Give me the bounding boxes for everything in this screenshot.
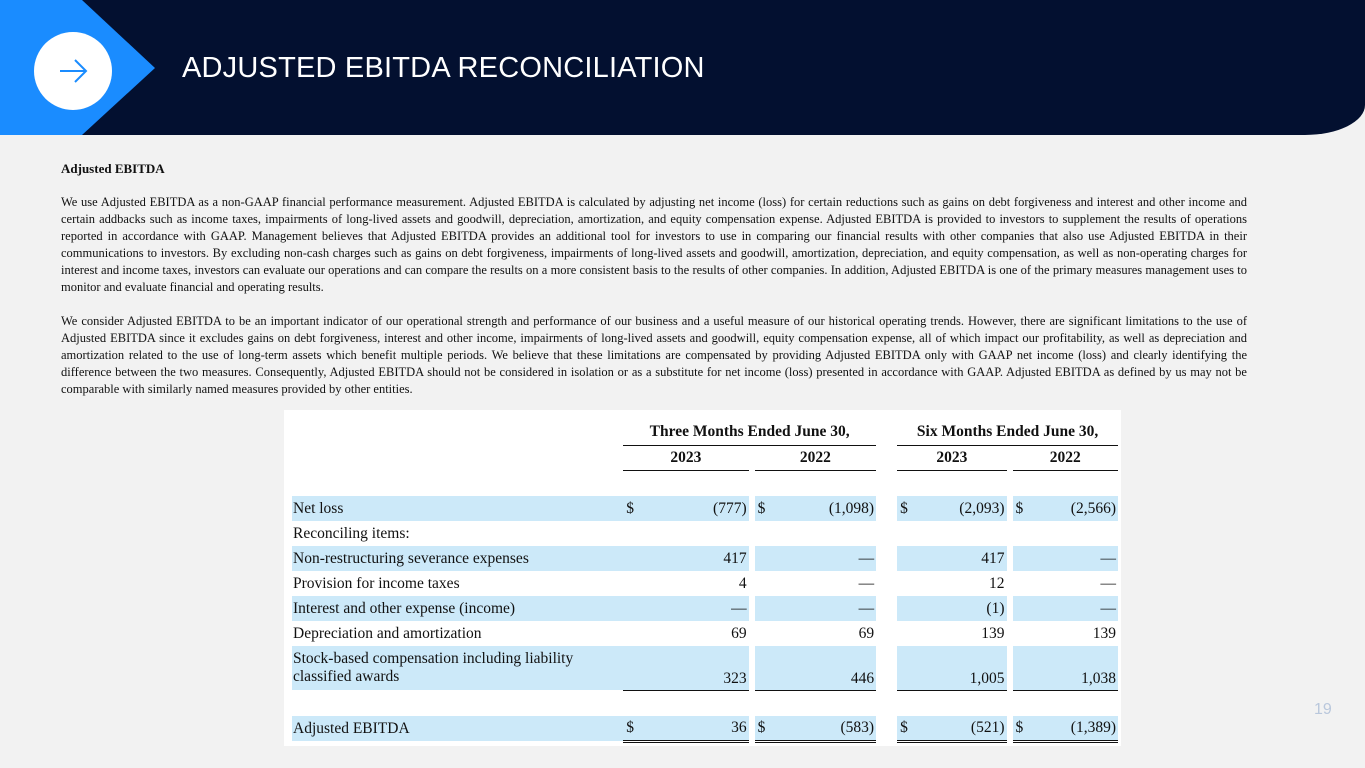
table-row-adjusted-ebitda: Adjusted EBITDA $ 36 $ (583) $ (521) $ (1,389) — [292, 716, 1118, 741]
section-heading: Adjusted EBITDA — [61, 161, 165, 176]
table-row-depreciation: Depreciation and amortization 69 69 139 139 — [293, 624, 1116, 642]
year-col-3: 2023 — [897, 445, 1006, 470]
page-title: ADJUSTED EBITDA RECONCILIATION — [182, 52, 705, 84]
table-row-taxes: Provision for income taxes 4 — 12 — — [293, 574, 1116, 592]
table-row-stock-comp: Stock-based compensation including liability classified awards 323 446 1,005 1,038 — [292, 646, 1118, 690]
year-col-4: 2022 — [1013, 445, 1118, 470]
group-six-months: Six Months Ended June 30, — [897, 420, 1118, 445]
reconciliation-table — [292, 420, 1118, 743]
table-row-severance: Non-restructuring severance expenses 417 — 417 — — [292, 546, 1118, 571]
page-number: 19 — [1314, 701, 1332, 718]
intro-text — [61, 160, 1247, 415]
arrow-right-icon — [55, 53, 91, 89]
table-row-net-loss: Net loss $ (777) $ (1,098) $ (2,093) $ (2,566) — [292, 496, 1118, 521]
header-banner — [0, 0, 1365, 135]
reconciliation-table-panel — [284, 410, 1121, 746]
paragraph-1: We use Adjusted EBITDA as a non-GAAP financial performance measurement. Adjusted EBITDA is calculated by adjusting net income (loss) for certain reductions such as gains on debt forgiveness and interest and other income and certain addbacks such as income taxes, impairments of long-lived assets and goodwill, depreciation, amortization, and equity compensation expense. Adjusted EBITDA is provided to investors to supplement the results of operations reported in accordance with GAAP. Management believes that Adjusted EBITDA provides an additional tool for investors to use in comparing our financial results with other companies that also use Adjusted EBITDA in their communications to investors. By excluding non-cash charges such as gains on debt forgiveness, impairments of long-lived assets and goodwill, amortization, depreciation, and equity compensation, as well as non-operating charges for interest and income taxes, investors can evaluate our operations and can compare the results on a more consistent basis to the results of other companies. In addition, Adjusted EBITDA is one of the primary measures management uses to monitor and evaluate financial and operating results. — [61, 195, 1247, 294]
group-three-months: Three Months Ended June 30, — [623, 420, 876, 445]
paragraph-2: We consider Adjusted EBITDA to be an important indicator of our operational strength and performance of our business and a useful measure of our historical operating trends. However, there are significant limitations to the use of Adjusted EBITDA since it excludes gains on debt forgiveness, interest and other income, impairments of long-lived assets and goodwill, equity compensation expense, all of which impact our profitability, as well as depreciation and amortization related to the use of long-term assets which benefit multiple periods. We believe that these limitations are compensated by providing Adjusted EBITDA only with GAAP net income (loss) and clearly identifying the difference between the two measures. Consequently, Adjusted EBITDA should not be considered in isolation or as a substitute for net income (loss) presented in accordance with GAAP. Adjusted EBITDA as defined by us may not be comparable with similarly named measures provided by other entities. — [61, 314, 1247, 396]
year-col-2: 2022 — [755, 445, 876, 470]
year-col-1: 2023 — [623, 445, 748, 470]
arrow-badge — [34, 32, 112, 110]
table-group-header — [292, 420, 1118, 445]
table-year-header — [292, 445, 1118, 470]
table-row-reconciling: Reconciling items: — [293, 524, 410, 542]
table-row-interest: Interest and other expense (income) — — (1) — — [292, 596, 1118, 621]
